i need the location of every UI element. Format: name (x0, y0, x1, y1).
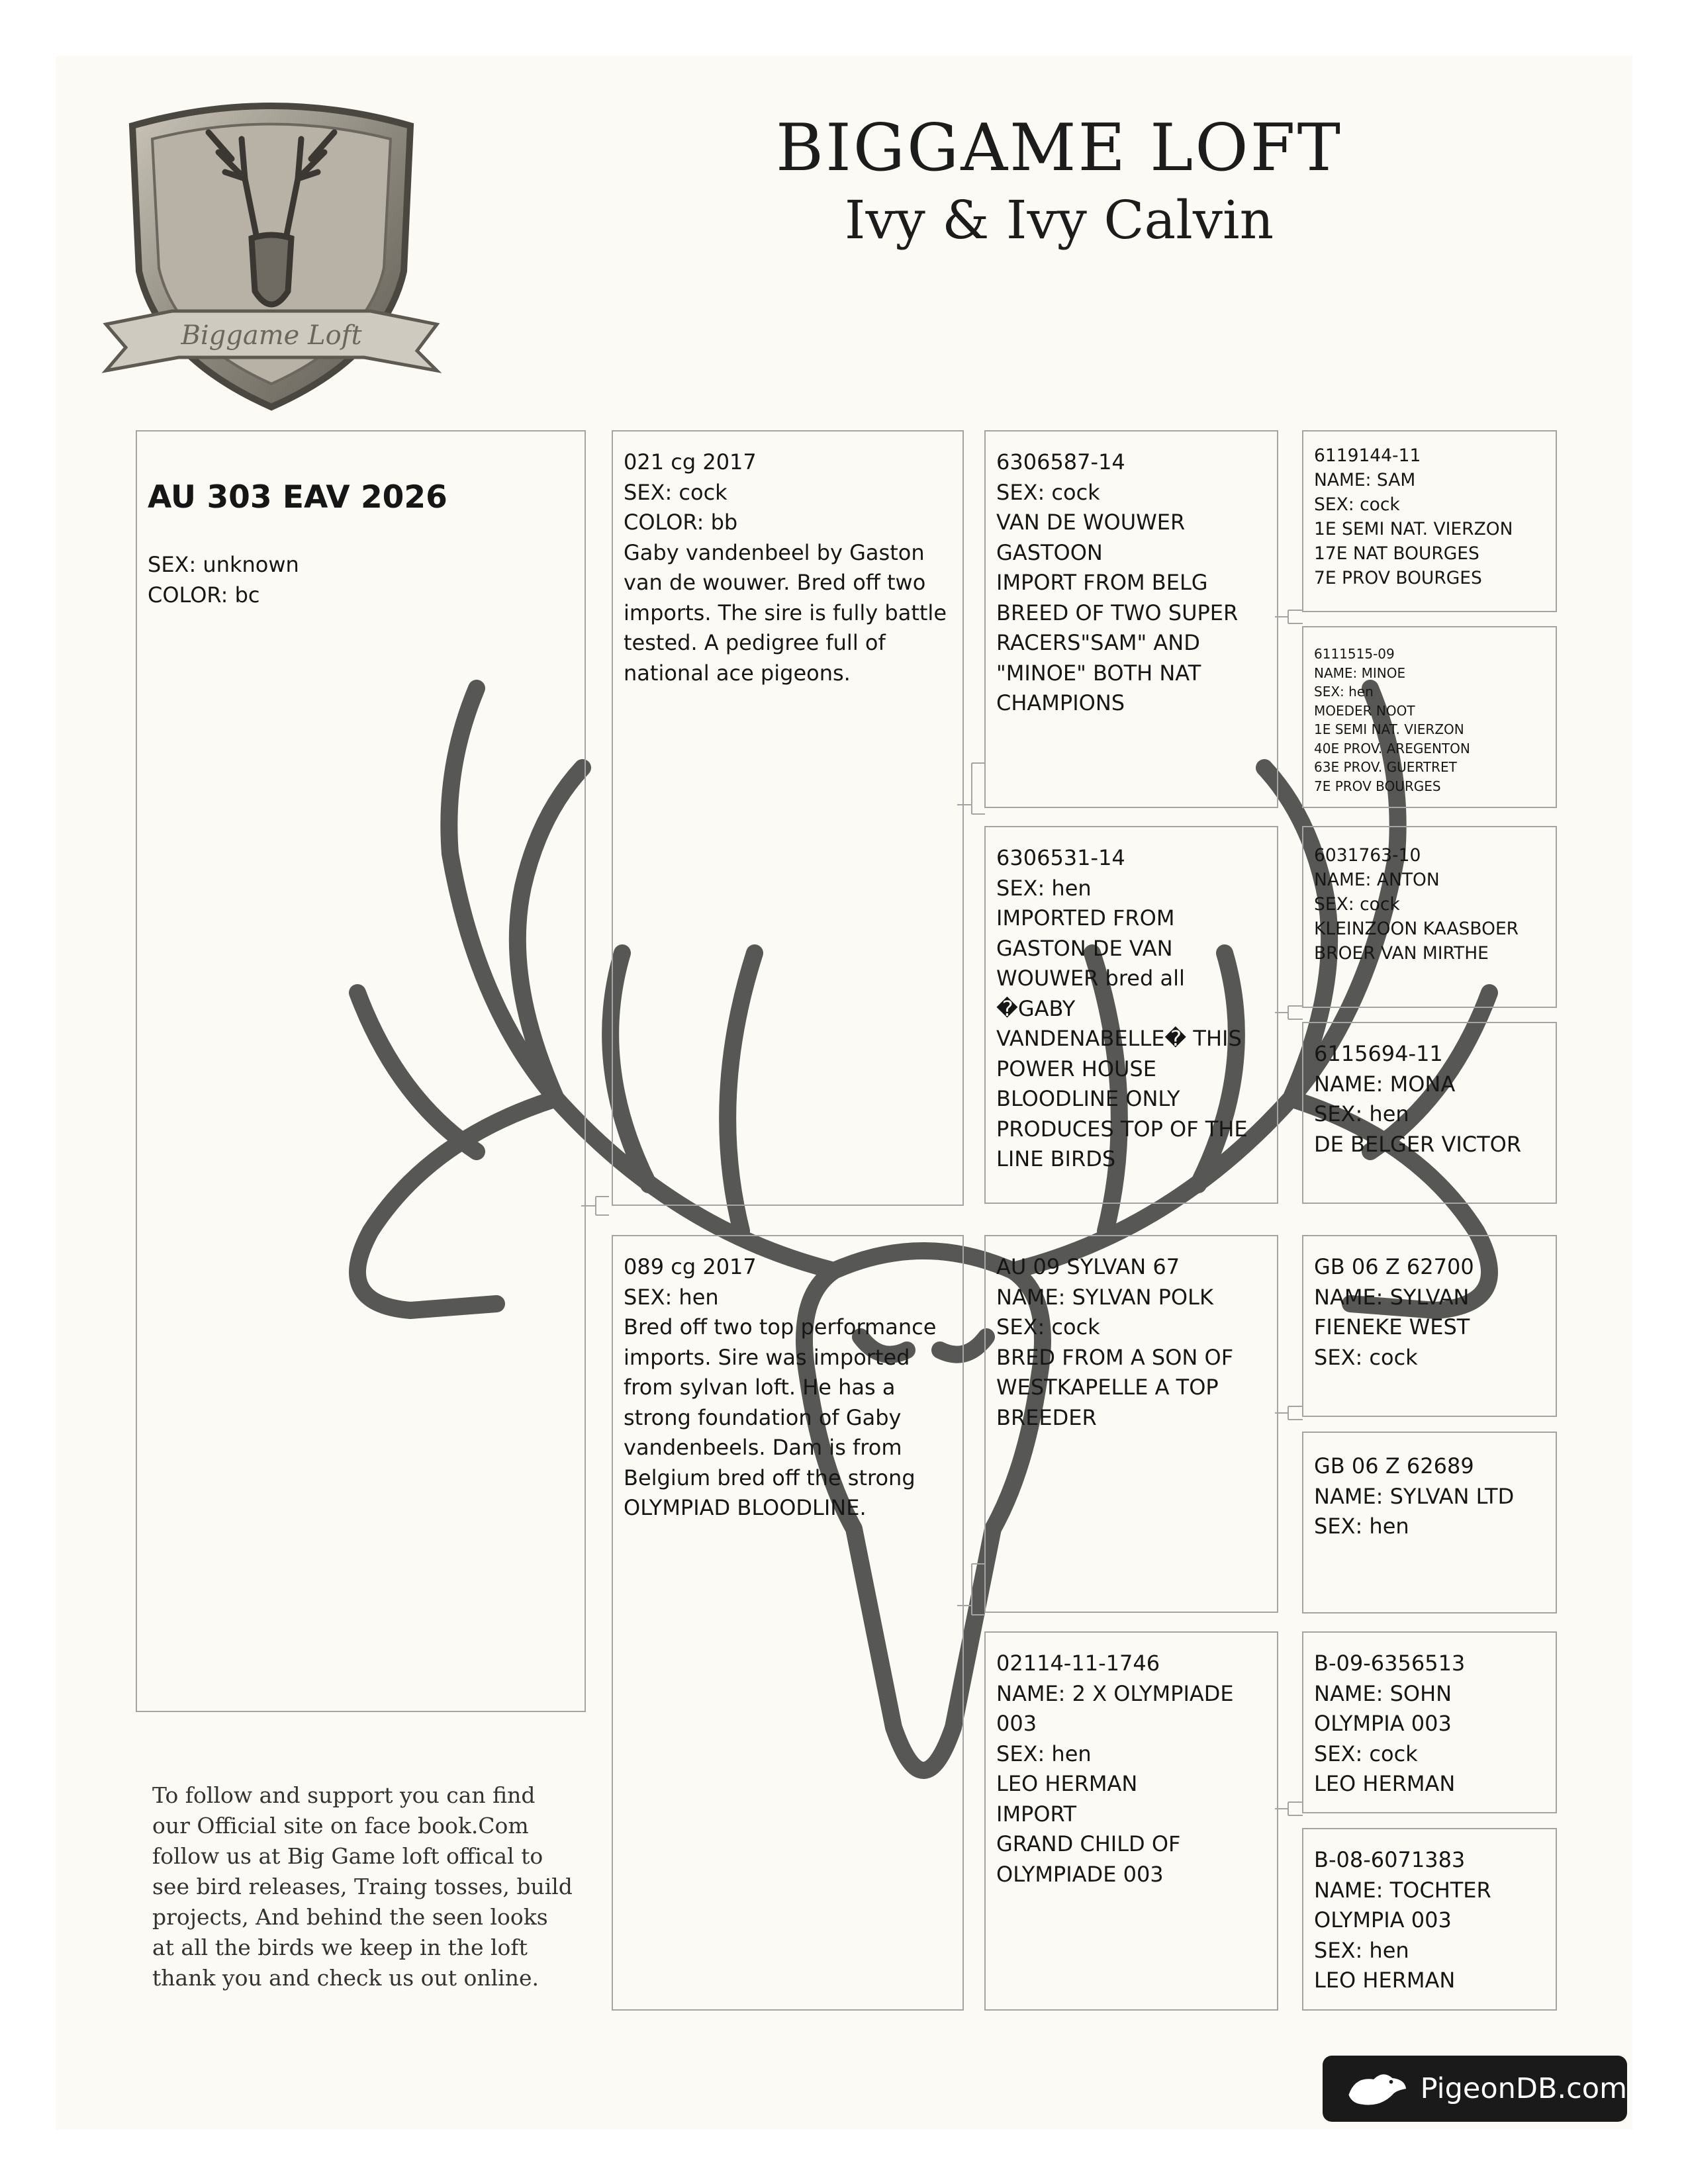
great-grandparent-2-text: 6111515-09 NAME: MINOE SEX: hen MOEDER NOOT 1E SEMI NAT. VIERZON 40E PROV. AREGENTON 63E PROV. GUERTRET 7E PROV BOURGES (1314, 646, 1470, 794)
sire-card (612, 430, 964, 1206)
footer-note: To follow and support you can find our Official site on face book.Com follow us at Big Game loft offical to see bird releases, Traing tosses, build projects, And behind the seen looks at all the birds we keep in the loft thank you and check us out online. (152, 1782, 573, 1991)
great-grandparent-3-text: 6031763-10 NAME: ANTON SEX: cock KLEINZOON KAASBOER BROER VAN MIRTHE (1314, 845, 1519, 964)
great-grandparent-5-text: GB 06 Z 62700 NAME: SYLVAN FIENEKE WEST SEX: cock (1314, 1254, 1474, 1370)
great-grandparent-card-7 (1302, 1631, 1557, 1813)
sire-text: 021 cg 2017 SEX: cock COLOR: bb Gaby vandenbeel by Gaston van de wouwer. Bred off two imports. The sire is fully battle tested. A pedigree full of national ace pigeons. (624, 449, 947, 686)
great-grandparent-1-text: 6119144-11 NAME: SAM SEX: cock 1E SEMI NAT. VIERZON 17E NAT BOURGES 7E PROV BOURGES (1314, 445, 1513, 588)
great-grandparent-card-3 (1302, 826, 1557, 1008)
sire-dam-text: 6306531-14 SEX: hen IMPORTED FROM GASTON DE VAN WOUWER bred all �GABY VANDENABELLE� THIS POWER HOUSE BLOODLINE ONLY PRODUCES TOP OF THE LINE BIRDS (996, 845, 1248, 1171)
sire-sire-card (984, 430, 1278, 808)
subject-details: SEX: unknown COLOR: bc (148, 552, 299, 608)
great-grandparent-card-5 (1302, 1235, 1557, 1417)
great-grandparent-4-text: 6115694-11 NAME: MONA SEX: hen DE BELGER VICTOR (1314, 1041, 1522, 1157)
dam-card (612, 1235, 964, 2011)
sire-sire-text: 6306587-14 SEX: cock VAN DE WOUWER GASTOON IMPORT FROM BELG BREED OF TWO SUPER RACERS"SAM" AND "MINOE" BOTH NAT CHAMPIONS (996, 449, 1239, 715)
sire-dam-card (984, 826, 1278, 1204)
dam-dam-card (984, 1631, 1278, 2011)
great-grandparent-6-text: GB 06 Z 62689 NAME: SYLVAN LTD SEX: hen (1314, 1453, 1515, 1539)
dam-sire-text: AU 09 SYLVAN 67 NAME: SYLVAN POLK SEX: cock BRED FROM A SON OF WESTKAPELLE A TOP BREEDER (996, 1254, 1234, 1430)
great-grandparent-card-4 (1302, 1022, 1557, 1204)
pigeondb-label: PigeonDB.com (1420, 2072, 1627, 2105)
subject-card (136, 430, 586, 1712)
owner-names: Ivy & Ivy Calvin (844, 189, 1274, 251)
great-grandparent-8-text: B-08-6071383 NAME: TOCHTER OLYMPIA 003 SEX: hen LEO HERMAN (1314, 1847, 1491, 1993)
great-grandparent-7-text: B-09-6356513 NAME: SOHN OLYMPIA 003 SEX: cock LEO HERMAN (1314, 1651, 1466, 1796)
subject-ring-number: AU 303 EAV 2026 (148, 478, 447, 516)
logo-ribbon-text: Biggame Loft (181, 320, 362, 351)
great-grandparent-card-1 (1302, 430, 1557, 612)
great-grandparent-card-6 (1302, 1432, 1557, 1614)
dam-text: 089 cg 2017 SEX: hen Bred off two top performance imports. Sire was imported from sylvan loft. He has a strong foundation of Gaby vandenbeels. Dam is from Belgium bred off the strong OLYMPIAD BLOODLINE. (624, 1254, 937, 1520)
great-grandparent-card-8 (1302, 1828, 1557, 2011)
dam-sire-card (984, 1235, 1278, 1613)
pigeon-icon (1342, 2066, 1411, 2112)
great-grandparent-card-2 (1302, 626, 1557, 808)
dam-dam-text: 02114-11-1746 NAME: 2 X OLYMPIADE 003 SEX: hen LEO HERMAN IMPORT GRAND CHILD OF OLYMPIADE 003 (996, 1651, 1234, 1887)
pigeondb-badge[interactable] (1323, 2056, 1627, 2122)
loft-name: BIGGAME LOFT (776, 111, 1342, 186)
